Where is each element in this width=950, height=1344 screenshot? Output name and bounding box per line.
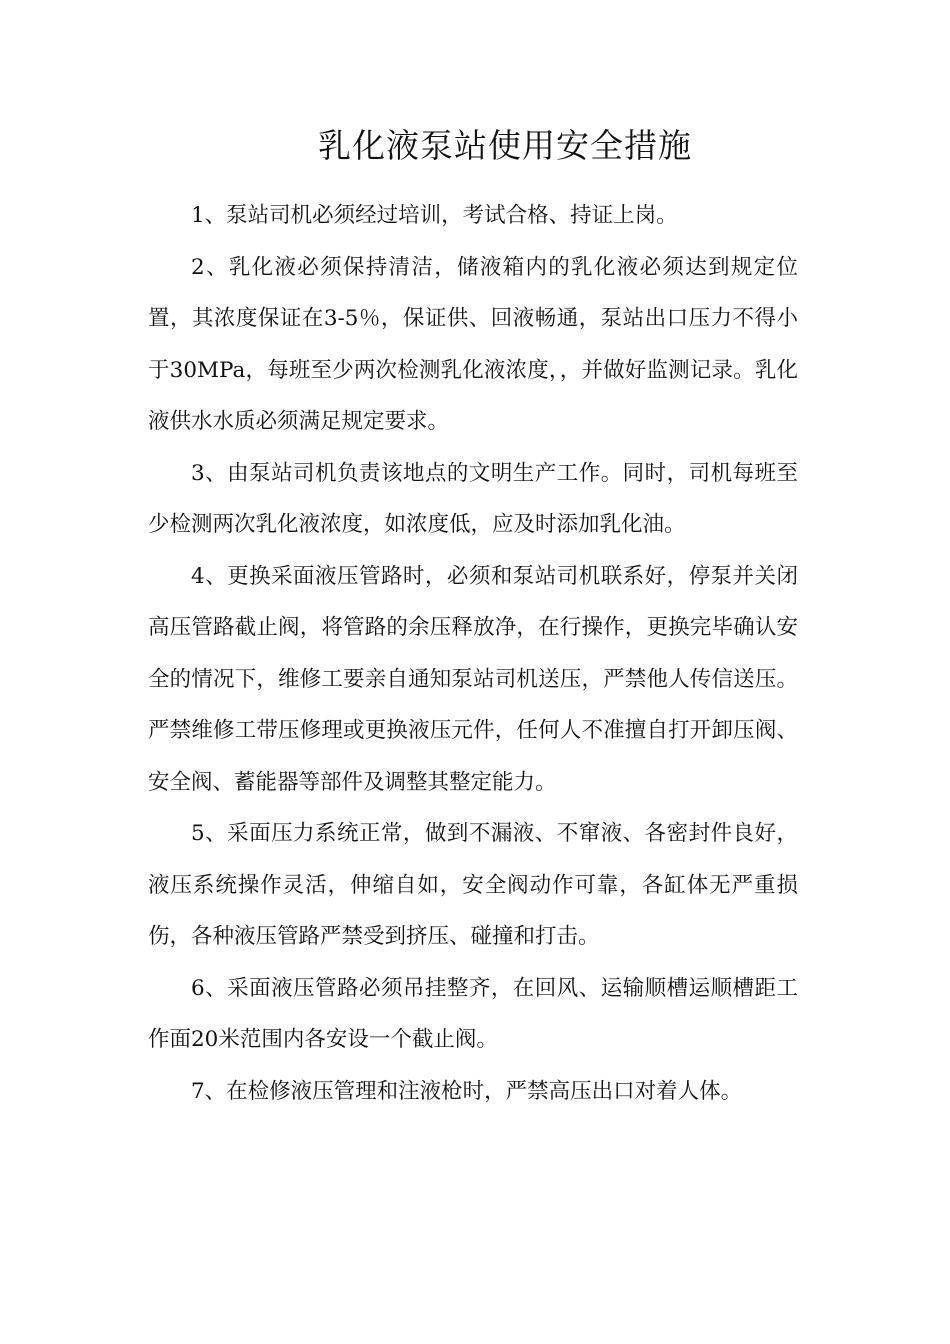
paragraph-7: 7、在检修液压管理和注液枪时，严禁高压出口对着人体。 <box>191 1078 743 1104</box>
paragraph-3: 3、由泵站司机负责该地点的文明生产工作。同时，司机每班至少检测两次乳化液浓度，如浓度低，应及时添加乳化油。 <box>148 460 798 537</box>
paragraph-6: 6、采面液压管路必须吊挂整齐，在回风、运输顺槽运顺槽距工作面20米范围内各安设一个截止阀。 <box>148 975 798 1052</box>
paragraph-5: 5、采面压力系统正常，做到不漏液、不窜液、各密封件良好，液压系统操作灵活，伸缩自如，安全阀动作可靠，各缸体无严重损伤，各种液压管路严禁受到挤压、碰撞和打击。 <box>148 821 798 949</box>
paragraph-4: 4、更换采面液压管路时，必须和泵站司机联系好，停泵并关闭高压管路截止阀，将管路的余压释放净，在行操作，更换完毕确认安全的情况下，维修工要亲自通知泵站司机送压，严禁他人传信送压。严禁维修工带压修理或更换液压元件，任何人不准擅自打开卸压阀、安全阀、蓄能器等部件及调整其整定能力。 <box>148 563 798 795</box>
document-body <box>148 190 798 1117</box>
document-title: 乳化液泵站使用安全措施 <box>318 126 692 165</box>
paragraph-1: 1、泵站司机必须经过培训，考试合格、持证上岗。 <box>191 203 678 228</box>
paragraph-2: 2、乳化液必须保持清洁，储液箱内的乳化液必须达到规定位置，其浓度保证在3-5％，保证供、回液畅通，泵站出口压力不得小于30MPa，每班至少两次检测乳化液浓度，，并做好监测记录。乳化液供水水质必须满足规定要求。 <box>148 254 798 434</box>
